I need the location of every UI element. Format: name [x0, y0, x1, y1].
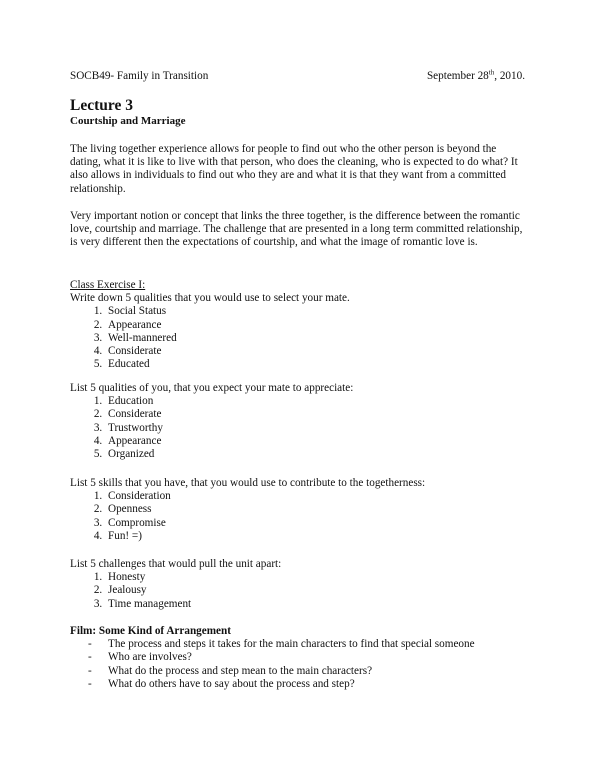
dash-bullet: -	[88, 677, 92, 690]
film-section	[70, 625, 525, 691]
list-item: 3. Time management	[105, 598, 525, 611]
paragraph-romantic-love: Very important notion or concept that links the three together, is the difference between the romantic love, courtship and marriage. The challenge that are presented in a long term committed relationship, is very different then the expectations of courtship, and what the image of romantic love is.	[70, 210, 523, 249]
exercise-section-3	[70, 477, 525, 543]
film-question-list	[70, 638, 525, 691]
list-item: - The process and steps it takes for the main characters to find that special someone	[88, 638, 475, 651]
list-item: 3. Well-mannered	[105, 332, 525, 345]
exercise-section-4	[70, 558, 525, 611]
list-item: 1. Social Status	[105, 305, 525, 318]
list-item: 2. Appearance	[105, 319, 525, 332]
dash-bullet: -	[88, 664, 92, 677]
exercise-list	[70, 395, 525, 461]
list-item: 4. Fun! =)	[105, 530, 525, 543]
list-item: - What do the process and step mean to the main characters?	[88, 664, 373, 677]
exercise-list	[70, 490, 525, 543]
list-item: 2. Jealousy	[105, 584, 525, 597]
exercise-list	[70, 571, 525, 611]
list-item: 1. Consideration	[105, 490, 525, 503]
list-item: 5. Organized	[105, 448, 525, 461]
lecture-date: September 28th, 2010.	[426, 68, 525, 82]
course-name: SOCB49- Family in Transition	[70, 70, 209, 82]
exercise-prompt: Write down 5 qualities that you would use to select your mate.	[70, 292, 350, 305]
dash-bullet: -	[88, 651, 92, 664]
exercise-prompt: List 5 qualities of you, that you expect your mate to appreciate:	[70, 382, 354, 394]
list-item: 1. Education	[105, 395, 525, 408]
list-item: 2. Considerate	[105, 408, 525, 421]
dash-bullet: -	[88, 638, 92, 651]
exercise-title: Class Exercise I:	[70, 279, 146, 291]
list-item: 2. Openness	[105, 503, 525, 516]
exercise-section-2	[70, 382, 525, 461]
list-item: - What do others have to say about the process and step?	[88, 677, 355, 690]
exercise-section-1	[70, 279, 525, 371]
list-item: 5. Educated	[105, 358, 525, 371]
list-item: 1. Honesty	[105, 571, 525, 584]
lecture-title: Lecture 3	[70, 97, 133, 114]
exercise-prompt: List 5 skills that you have, that you would use to contribute to the togetherness:	[70, 477, 426, 489]
list-item: 3. Trustworthy	[105, 422, 525, 435]
list-item: 4. Appearance	[105, 435, 525, 448]
list-item: 3. Compromise	[105, 517, 525, 530]
paragraph-living-together: The living together experience allows for people to find out who the other person is beyond the dating, what it is like to live with that person, who does the cleaning, who is expected to do what? It also allows in individuals to find out who they are and what it is that they want from a committed relationship.	[70, 143, 518, 195]
exercise-prompt: List 5 challenges that would pull the unit apart:	[70, 558, 282, 570]
list-item: - Who are involves?	[88, 651, 192, 664]
exercise-list	[70, 305, 525, 371]
lecture-subtitle: Courtship and Marriage	[70, 115, 186, 127]
list-item: 4. Considerate	[105, 345, 525, 358]
page-header	[70, 70, 525, 84]
film-title: Film: Some Kind of Arrangement	[70, 625, 231, 637]
